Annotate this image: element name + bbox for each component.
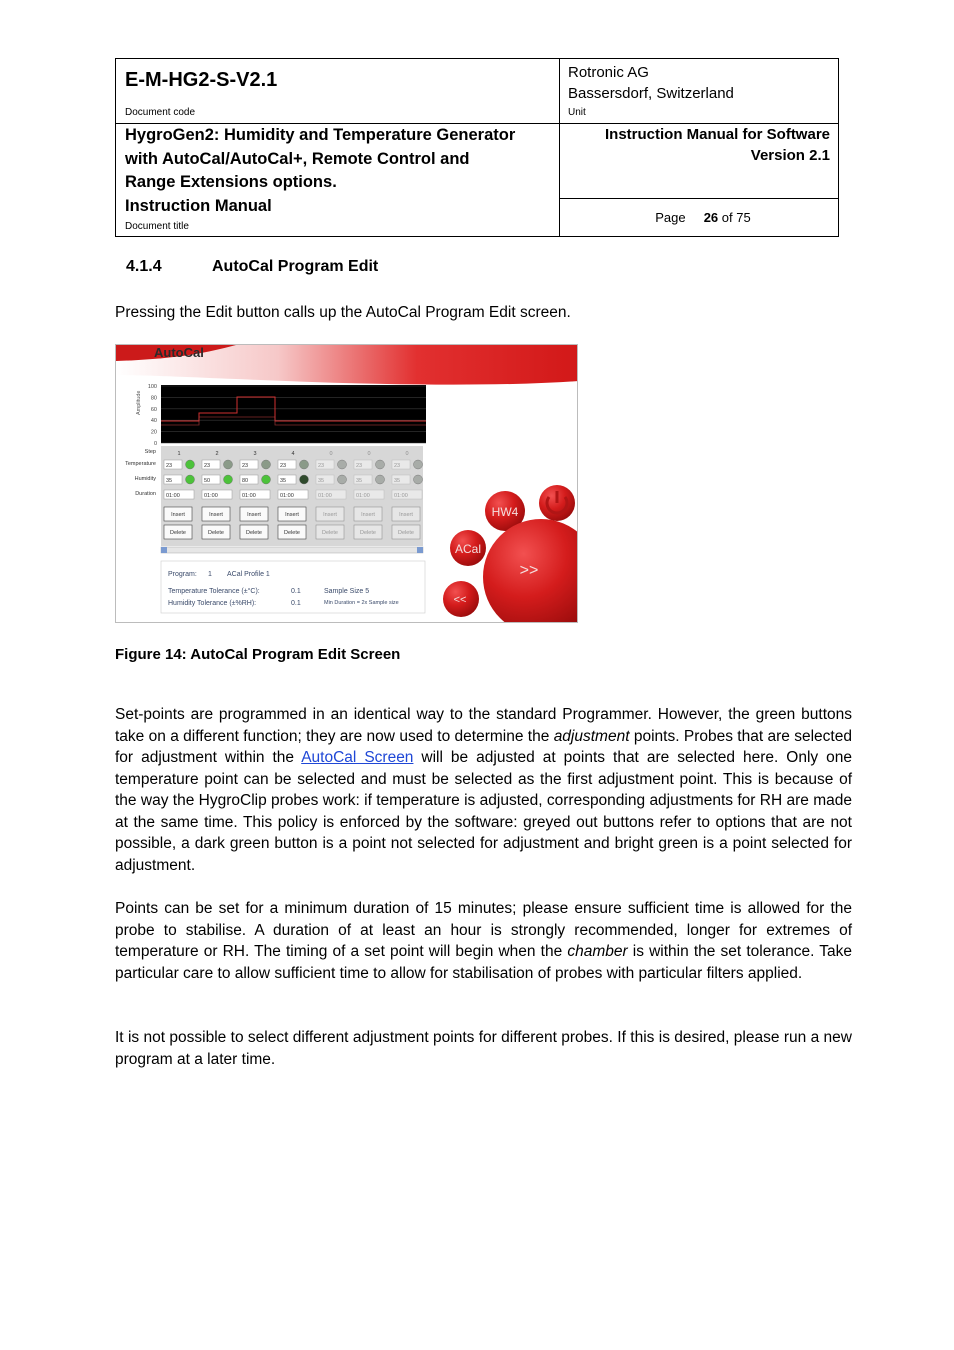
y-axis-label: Amplitude [136, 390, 142, 415]
humidity-value: 80 [242, 478, 249, 484]
emphasis: chamber [567, 943, 628, 960]
humidity-value: 35 [166, 478, 173, 484]
step-number: 0 [329, 451, 333, 457]
row-label-temperature: Temperature [125, 461, 156, 467]
manual-version-number: Version 2.1 [750, 147, 830, 164]
page-number [568, 210, 838, 225]
duration-value: 01:00 [356, 493, 370, 499]
paragraph-duration [115, 898, 852, 984]
step-number: 4 [291, 451, 295, 457]
insert-button-label: Insert [323, 512, 337, 518]
paragraph-setpoints [115, 704, 852, 876]
temperature-adjust-toggle[interactable] [186, 460, 195, 469]
unit-label: Unit [568, 107, 586, 118]
row-label-step: Step [144, 449, 156, 455]
title-line: with AutoCal/AutoCal+, Remote Control and [125, 149, 470, 168]
scroll-right-arrow[interactable] [417, 547, 423, 553]
temperature-adjust-toggle[interactable] [338, 460, 347, 469]
delete-button-label: Delete [208, 530, 224, 536]
insert-button-label: Insert [285, 512, 299, 518]
document-header [115, 58, 839, 237]
title-line: Instruction Manual [125, 196, 272, 215]
hw4-button-label: HW4 [491, 505, 519, 519]
temperature-adjust-toggle[interactable] [300, 460, 309, 469]
manual-version [568, 124, 830, 166]
temperature-value: 23 [318, 463, 325, 469]
power-button[interactable] [539, 485, 575, 521]
step-number: 0 [405, 451, 409, 457]
temperature-value: 23 [394, 463, 401, 469]
section-number: 4.1.4 [126, 258, 162, 275]
text-run: will be adjusted at points that are selected here. Only one temperature point can be selected and must be selected as the first adjustment point. This is because of the way the HygroClip probes work: if temperature is adjusted, corresponding adjustments for RH are made at the same time. This policy is enforced by the software: greyed out buttons refer to options that are not possible, a dark green button is a point not selected for adjustment and bright green is a point selected for adjustment. [115, 749, 852, 874]
document-title [125, 124, 550, 218]
insert-button-label: Insert [361, 512, 375, 518]
temperature-value: 23 [356, 463, 363, 469]
temperature-adjust-toggle[interactable] [224, 460, 233, 469]
next-button[interactable] [483, 519, 578, 623]
title-line: HygroGen2: Humidity and Temperature Generator [125, 126, 516, 144]
page-prefix: Page [655, 210, 686, 225]
scroll-left-arrow[interactable] [161, 547, 167, 553]
humidity-adjust-toggle[interactable] [338, 475, 347, 484]
humidity-value: 35 [280, 478, 287, 484]
duration-value: 01:00 [166, 493, 180, 499]
emphasis: adjustment [553, 727, 630, 745]
temperature-value: 23 [280, 463, 287, 469]
profile-name: ACal Profile 1 [227, 571, 270, 578]
delete-button-label: Delete [322, 530, 338, 536]
steps-scrollbar[interactable] [161, 547, 423, 553]
document-code-label: Document code [125, 107, 196, 118]
header-divider [559, 198, 838, 199]
program-value: 1 [208, 571, 212, 578]
step-number: 2 [215, 451, 219, 457]
step-number: 0 [367, 451, 371, 457]
company-location: Bassersdorf, Switzerland [568, 85, 734, 102]
page-total: of 75 [721, 210, 751, 225]
autocal-screen-link[interactable]: AutoCal Screen [301, 749, 414, 766]
temp-tolerance-value: 0.1 [291, 588, 301, 595]
title-line: Range Extensions options. [125, 173, 337, 191]
step-number: 3 [253, 451, 257, 457]
insert-button-label: Insert [247, 512, 261, 518]
autocal-screenshot [115, 344, 578, 623]
temperature-value: 23 [242, 463, 249, 469]
duration-value: 01:00 [242, 493, 256, 499]
section-title: AutoCal Program Edit [212, 258, 379, 275]
humidity-value: 35 [318, 478, 325, 484]
y-tick-label: 20 [150, 429, 157, 436]
y-tick-label: 0 [153, 441, 157, 447]
paragraph-probes: It is not possible to select different adjustment points for different probes. If this is desired, please run a new program at a later time. [115, 1029, 852, 1068]
humidity-adjust-toggle[interactable] [224, 475, 233, 484]
autocal-screen-drawing [116, 345, 578, 623]
humidity-value: 35 [356, 478, 363, 484]
duration-value: 01:00 [394, 493, 408, 499]
row-label-humidity: Humidity [134, 476, 156, 482]
intro-paragraph: Pressing the Edit button calls up the AutoCal Program Edit screen. [115, 304, 571, 321]
text-run: Points can be set for a minimum duration of 15 minutes; please ensure sufficient time is allowed for the probe to stabilise. A duration of at least an hour is strongly recommended, longer for extremes of temperature or RH. The timing of a set point will begin when the [115, 900, 852, 960]
temperature-value: 23 [204, 463, 211, 469]
duration-value: 01:00 [318, 493, 332, 499]
humidity-value: 35 [394, 478, 401, 484]
prev-button[interactable] [443, 581, 479, 617]
page-current: 26 [703, 210, 719, 225]
insert-button-label: Insert [209, 512, 223, 518]
temperature-adjust-toggle[interactable] [376, 460, 385, 469]
next-button-label: >> [519, 562, 539, 579]
duration-value: 01:00 [280, 493, 294, 499]
figure-caption: Figure 14: AutoCal Program Edit Screen [115, 646, 401, 663]
section-heading [126, 258, 378, 276]
app-title: AutoCal [154, 345, 204, 360]
insert-button-label: Insert [399, 512, 413, 518]
y-tick-label: 80 [150, 395, 157, 402]
hum-tolerance-label: Humidity Tolerance (±%RH): [168, 600, 257, 607]
acal-button[interactable] [450, 530, 486, 566]
delete-button-label: Delete [360, 530, 376, 536]
min-duration-note: Min Duration = 2x Sample size [324, 600, 399, 606]
row-label-duration: Duration [135, 491, 156, 497]
program-chart [161, 385, 426, 443]
header-divider [559, 59, 560, 236]
document-title-label: Document title [125, 221, 189, 232]
humidity-adjust-toggle[interactable] [376, 475, 385, 484]
delete-button-label: Delete [170, 530, 186, 536]
sample-size: Sample Size 5 [324, 588, 370, 595]
insert-button-label: Insert [171, 512, 185, 518]
y-tick-label: 100 [147, 384, 157, 390]
company-name: Rotronic AG [568, 64, 649, 81]
delete-button-label: Delete [398, 530, 414, 536]
y-tick-label: 40 [150, 418, 157, 425]
acal-button-label: ACal [454, 542, 482, 556]
y-tick-label: 60 [150, 406, 157, 413]
temperature-adjust-toggle[interactable] [414, 460, 423, 469]
humidity-adjust-toggle[interactable] [414, 475, 423, 484]
prev-button-label: << [453, 594, 467, 606]
humidity-adjust-toggle[interactable] [186, 475, 195, 484]
hum-tolerance-value: 0.1 [291, 600, 301, 607]
delete-button-label: Delete [246, 530, 262, 536]
temp-tolerance-label: Temperature Tolerance (±°C): [168, 588, 260, 595]
step-number: 1 [177, 451, 181, 457]
text-run: points. Probes that are selected for adjustment within the [115, 727, 852, 766]
company [568, 62, 734, 104]
temperature-value: 23 [166, 463, 173, 469]
temperature-adjust-toggle[interactable] [262, 460, 271, 469]
program-label: Program: [168, 571, 197, 578]
humidity-adjust-toggle[interactable] [300, 475, 309, 484]
text-run: Set-points are programmed in an identical way to the standard Programmer. However, the green buttons take on a different function; they are now used to determine the [115, 706, 852, 745]
manual-name: Instruction Manual for Software [604, 126, 830, 143]
duration-value: 01:00 [204, 493, 218, 499]
text-run: is within the set tolerance. Take particular care to allow sufficient time to allow for stabilisation of probes with particular filters applied. [115, 943, 852, 982]
document-code: E-M-HG2-S-V2.1 [125, 69, 278, 91]
delete-button-label: Delete [284, 530, 300, 536]
humidity-adjust-toggle[interactable] [262, 475, 271, 484]
humidity-value: 50 [204, 478, 211, 484]
